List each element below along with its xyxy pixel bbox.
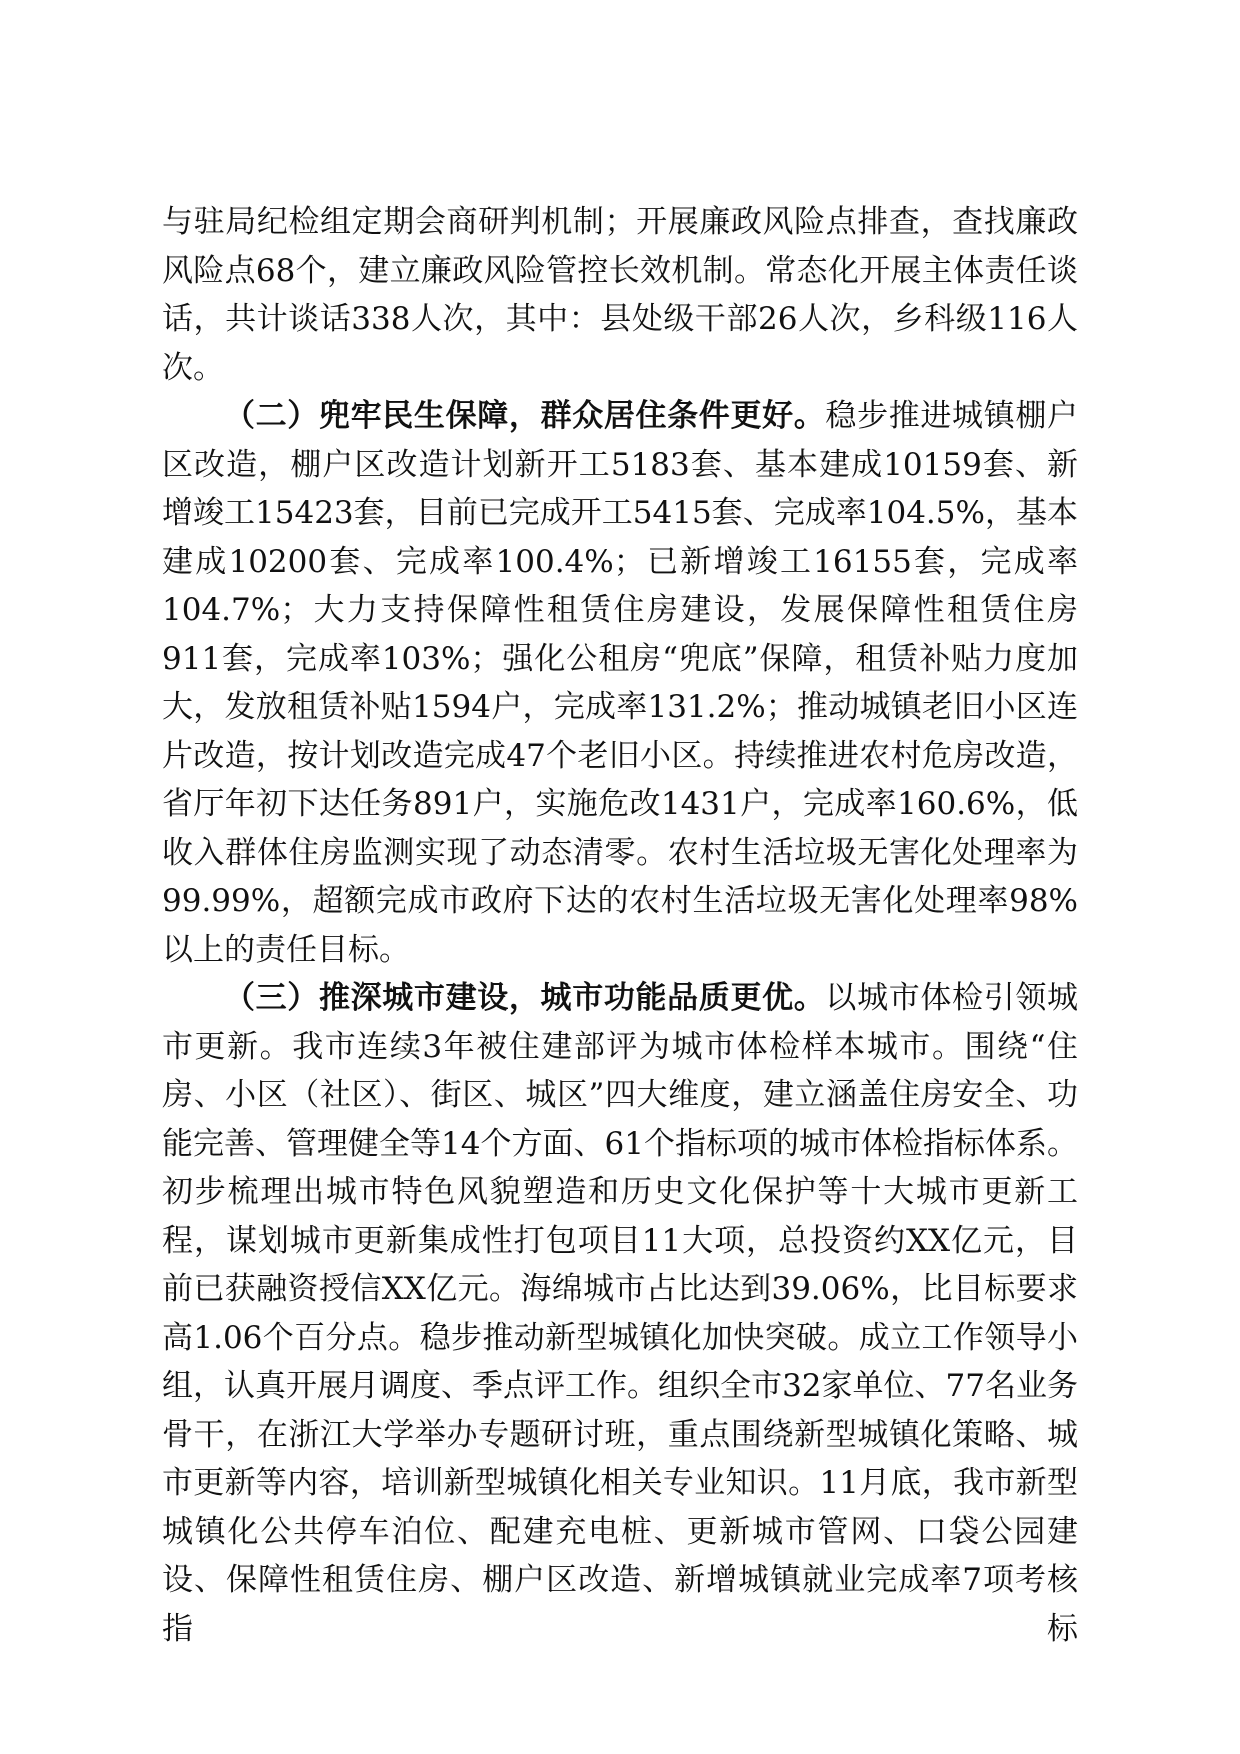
- section-heading-3: （三）推深城市建设，城市功能品质更优。: [224, 980, 826, 1016]
- paragraph-3-body: 以城市体检引领城市更新。我市连续3年被住建部评为城市体检样本城市。围绕“住房、小区（社区）、街区、城区”四大维度，建立涵盖住房安全、功能完善、管理健全等14个方面、61个指标项的城市体检指标体系。初步梳理出城市特色风貌塑造和历史文化保护等十大城市更新工程，谋划城市更新集成性打包项目11大项，总投资约XX亿元，目前已获融资授信XX亿元。海绵城市占比达到39.06%，比目标要求高1.06个百分点。稳步推动新型城镇化加快突破。成立工作领导小组，认真开展月调度、季点评工作。组织全市32家单位、77名业务骨干，在浙江大学举办专题研讨班，重点围绕新型城镇化策略、城市更新等内容，培训新型城镇化相关专业知识。11月底，我市新型城镇化公共停车泊位、配建充电桩、更新城市管网、口袋公园建设、保障性租赁住房、棚户区改造、新增城镇就业完成率7项考核指标: [162, 980, 1078, 1647]
- paragraph-city-construction: [162, 974, 1078, 1653]
- document-page: [162, 198, 1078, 1653]
- section-heading-2: （二）兜牢民生保障，群众居住条件更好。: [224, 398, 826, 434]
- paragraph-housing: [162, 392, 1078, 974]
- paragraph-2-body: 稳步推进城镇棚户区改造，棚户区改造计划新开工5183套、基本建成10159套、新增竣工15423套，目前已完成开工5415套、完成率104.5%，基本建成10200套、完成率100.4%；已新增竣工16155套，完成率104.7%；大力支持保障性租赁住房建设，发展保障性租赁住房911套，完成率103%；强化公租房“兜底”保障，租赁补贴力度加大，发放租赁补贴1594户，完成率131.2%；推动城镇老旧小区连片改造，按计划改造完成47个老旧小区。持续推进农村危房改造，省厅年初下达任务891户，实施危改1431户，完成率160.6%，低收入群体住房监测实现了动态清零。农村生活垃圾无害化处理率为99.99%，超额完成市政府下达的农村生活垃圾无害化处理率98%以上的责任目标。: [162, 398, 1078, 968]
- paragraph-1-body: 与驻局纪检组定期会商研判机制；开展廉政风险点排查，查找廉政风险点68个，建立廉政风险管控长效机制。常态化开展主体责任谈话，共计谈话338人次，其中：县处级干部26人次，乡科级116人次。: [162, 204, 1078, 386]
- paragraph-continuation: [162, 198, 1078, 392]
